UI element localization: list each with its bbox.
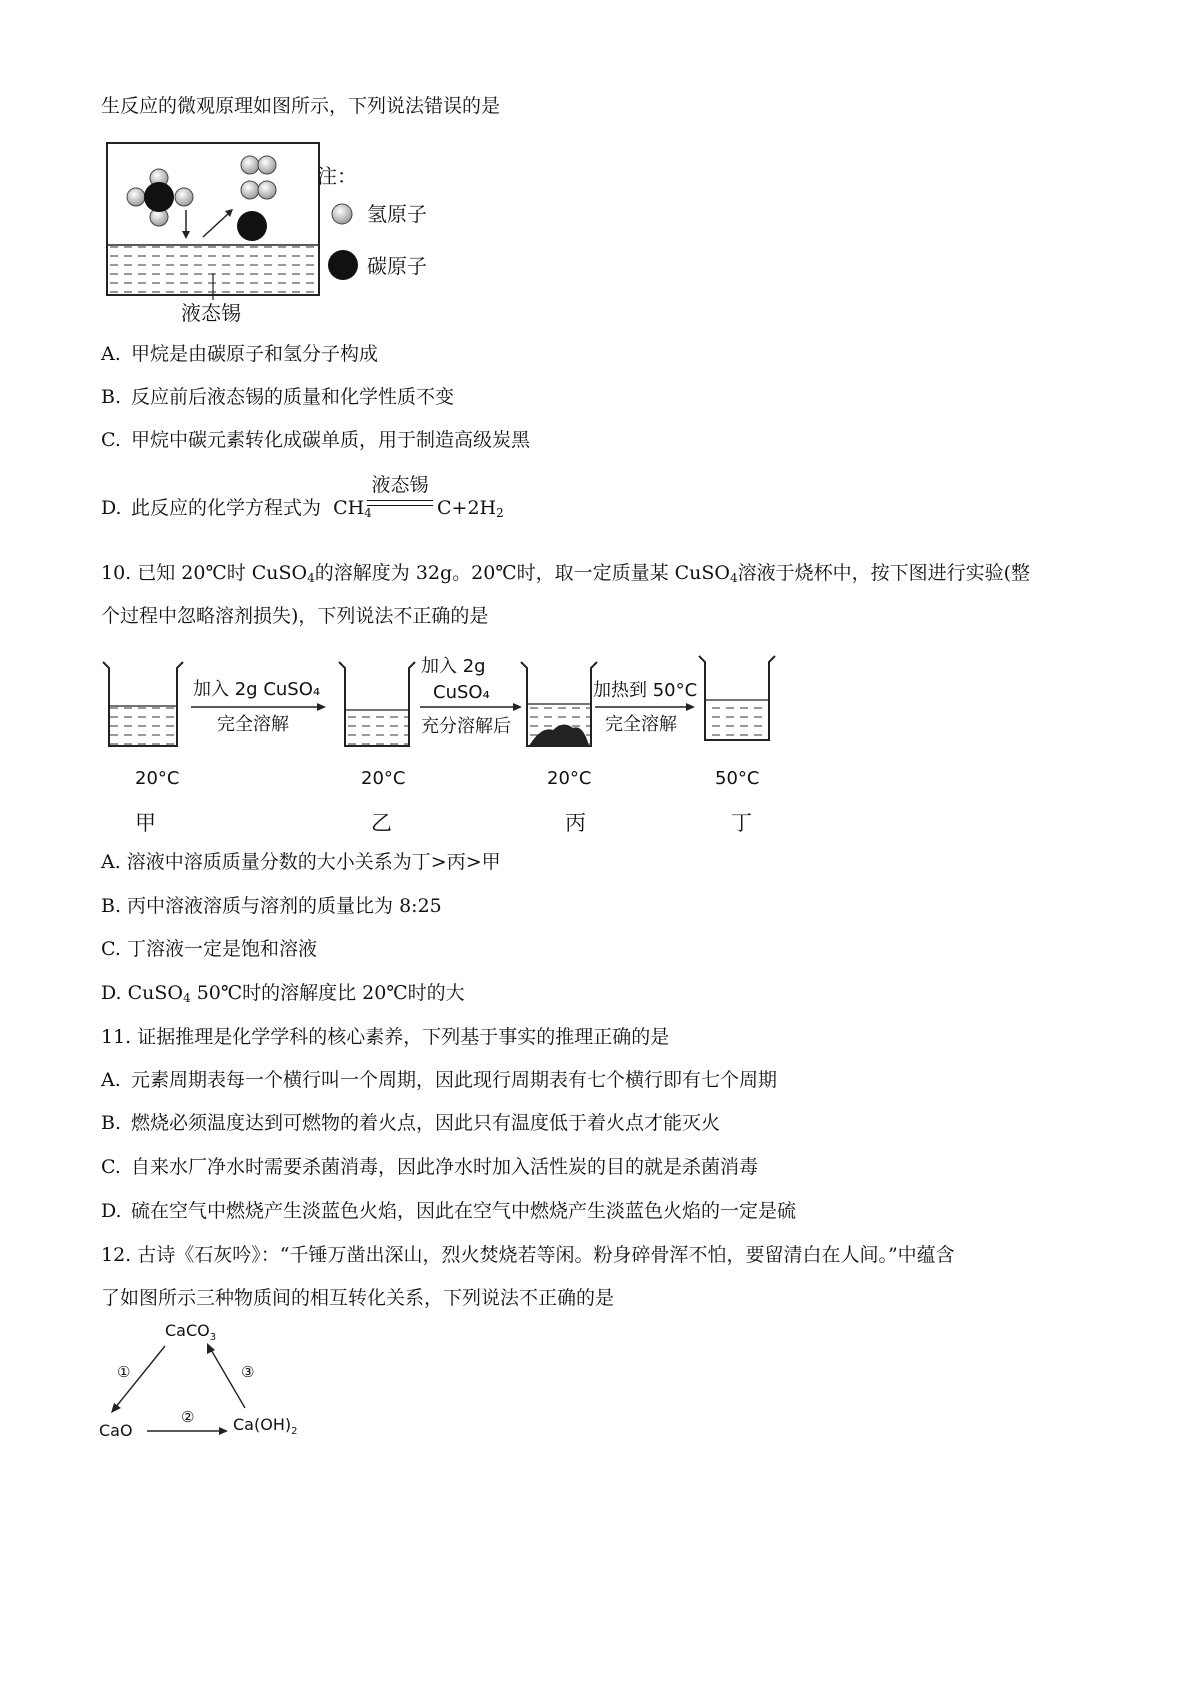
- beaker-name-yi: 乙: [371, 811, 392, 835]
- q11-stem: 11. 证据推理是化学学科的核心素养，下列基于事实的推理正确的是: [101, 1026, 670, 1048]
- q12-stem-line2: 了如图所示三种物质间的相互转化关系，下列说法不正确的是: [101, 1287, 615, 1309]
- step3-label-2: 完全溶解: [605, 714, 677, 735]
- step1-label-1: 加入 2g CuSO₄: [193, 679, 321, 700]
- hydrogen-legend-label: 氢原子: [367, 202, 427, 226]
- hydrogen-atom: [258, 156, 276, 174]
- beaker-temp-bing: 20°C: [547, 768, 592, 789]
- q10-option-a: A. 溶液中溶质质量分数的大小关系为丁>丙>甲: [101, 851, 501, 873]
- carbon-legend-label: 碳原子: [367, 254, 427, 278]
- step3-label-1: 加热到 50°C: [593, 680, 698, 701]
- beaker-yi: [339, 662, 415, 746]
- q9-option-d: D. 此反应的化学方程式为 $CH_4$: [101, 497, 372, 520]
- q12-diagram: [95, 1318, 325, 1448]
- hydrogen-atom: [241, 181, 259, 199]
- hydrogen-atom: [175, 188, 193, 206]
- equation-double-line: [367, 500, 433, 506]
- reaction-3-label: ③: [241, 1363, 255, 1381]
- step2-label-2: CuSO₄: [433, 682, 490, 703]
- step1-label-2: 完全溶解: [217, 714, 289, 735]
- carbon-atom: [237, 211, 267, 241]
- beaker-ding: [699, 656, 775, 740]
- equation-condition: 液态锡: [371, 474, 429, 496]
- q11-option-a: A. 元素周期表每一个横行叫一个周期，因此现行周期表有七个横行即有七个周期: [101, 1069, 778, 1091]
- q10-option-c: C. 丁溶液一定是饱和溶液: [101, 938, 317, 960]
- beaker-bing: [521, 662, 597, 746]
- q11-option-c: C. 自来水厂净水时需要杀菌消毒，因此净水时加入活性炭的目的就是杀菌消毒: [101, 1156, 759, 1178]
- q9-option-c: C. 甲烷中碳元素转化成碳单质，用于制造高级炭黑: [101, 429, 531, 451]
- equation-product: $C+2H_2$: [437, 497, 504, 520]
- step2-label-3: 充分溶解后: [421, 716, 511, 737]
- q10-option-b: B. 丙中溶液溶质与溶剂的质量比为 8:25: [101, 895, 442, 917]
- q10-stem-line1: 10. 已知 20℃时 CuSO$_4$的溶解度为 32g。20℃时，取一定质量某 CuSO$_4$溶液于烧杯中，按下图进行实验(整: [101, 562, 1031, 585]
- q10-stem-line2: 个过程中忽略溶剂损失)，下列说法不正确的是: [101, 605, 489, 627]
- carbon-atom: [144, 182, 174, 212]
- beaker-temp-ding: 50°C: [715, 768, 760, 789]
- q10-option-d: D. CuSO$_4$ 50℃时的溶解度比 20℃时的大: [101, 982, 465, 1005]
- beaker-name-ding: 丁: [731, 811, 752, 835]
- hydrogen-legend-icon: [332, 204, 352, 224]
- q9-intro: 生反应的微观原理如图所示，下列说法错误的是: [101, 95, 501, 117]
- q10-figure: [95, 650, 795, 840]
- beaker-temp-yi: 20°C: [361, 768, 406, 789]
- hydrogen-atom: [127, 188, 145, 206]
- step2-label-1: 加入 2g: [421, 656, 486, 677]
- hydrogen-atom: [258, 181, 276, 199]
- beaker-temp-jia: 20°C: [135, 768, 180, 789]
- caco3-label: CaCO$_3$: [165, 1321, 217, 1343]
- cao-label: CaO: [99, 1421, 133, 1440]
- beaker-name-jia: 甲: [135, 811, 156, 835]
- reaction-1-label: ①: [117, 1363, 131, 1381]
- q9-option-b: B. 反应前后液态锡的质量和化学性质不变: [101, 386, 455, 408]
- hydrogen-atom: [241, 156, 259, 174]
- q11-option-b: B. 燃烧必须温度达到可燃物的着火点，因此只有温度低于着火点才能灭火: [101, 1112, 721, 1134]
- reaction-2-label: ②: [181, 1408, 195, 1426]
- caoh2-label: $Ca(OH)_2$: [233, 1415, 298, 1437]
- beaker-name-bing: 丙: [565, 811, 586, 835]
- beaker-jia: [103, 662, 183, 746]
- liquid-tin-label: 液态锡: [181, 301, 241, 325]
- legend-note: 注：: [317, 164, 357, 188]
- q9-figure: [95, 135, 455, 330]
- q11-option-d: D. 硫在空气中燃烧产生淡蓝色火焰，因此在空气中燃烧产生淡蓝色火焰的一定是硫: [101, 1200, 797, 1222]
- q9-option-a: A. 甲烷是由碳原子和氢分子构成: [101, 343, 379, 365]
- q12-stem-line1: 12. 古诗《石灰吟》：“千锤万凿出深山，烈火焚烧若等闲。粉身碎骨浑不怕，要留清白在人间。”中蕴含: [101, 1244, 955, 1266]
- carbon-legend-icon: [328, 250, 358, 280]
